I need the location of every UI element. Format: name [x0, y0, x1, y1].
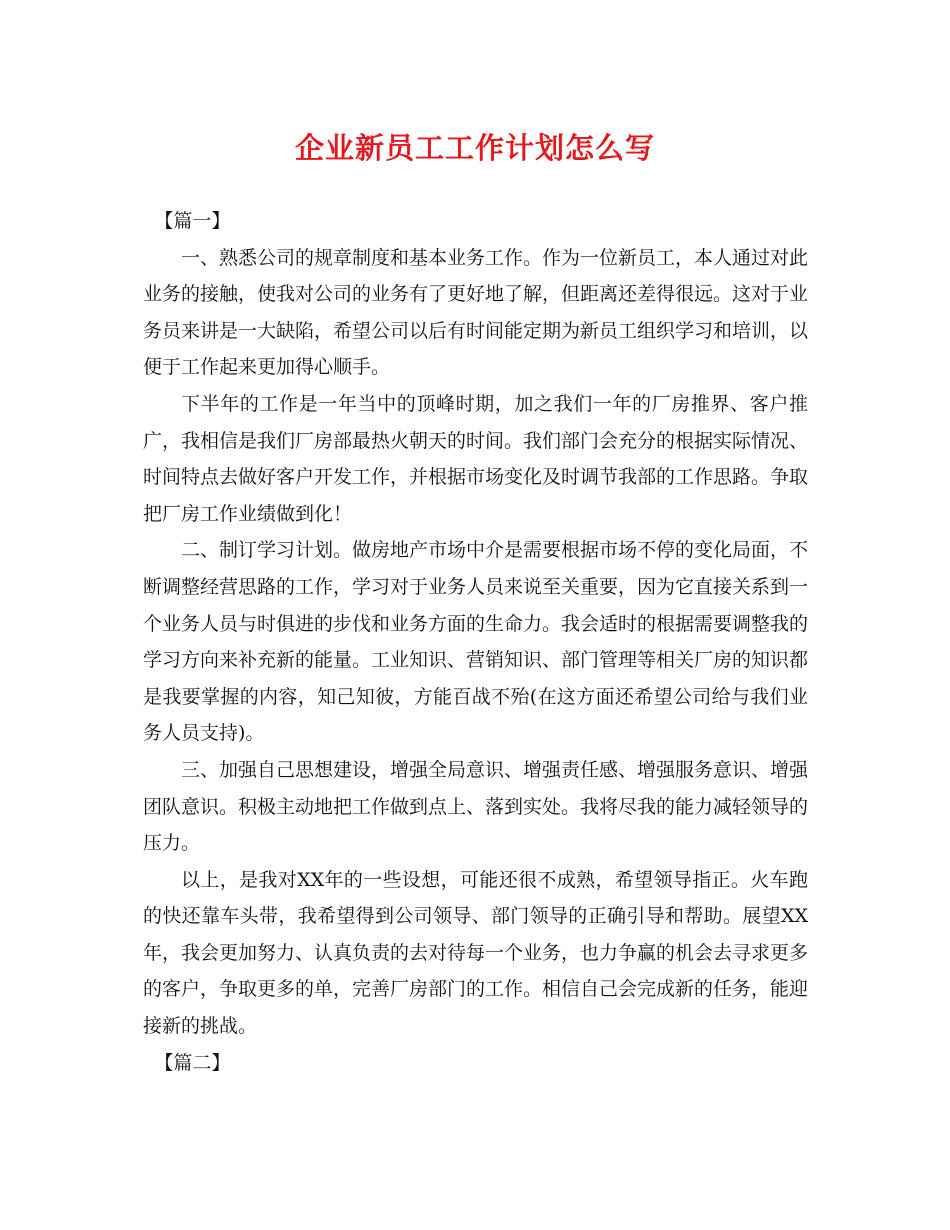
- document-title: 企业新员工工作计划怎么写: [294, 131, 655, 165]
- paragraph-1: 一、熟悉公司的规章制度和基本业务工作。作为一位新员工，本人通过对此业务的接触，使我对公司的业务有了更好地了解，但距离还差得很远。这对于业务员来讲是一大缺陷，希望公司以后有时间能定期为新员工组织学习和培训，以便于工作起来更加得心顺手。: [143, 246, 809, 379]
- document-body: [143, 203, 808, 1081]
- paragraph-3: 二、制订学习计划。做房地产市场中介是需要根据市场不停的变化局面，不断调整经营思路的工作，学习对于业务人员来说至关重要，因为它直接关系到一个业务人员与时俱进的步伐和业务方面的生命力。我会适时的根据需要调整我的学习方向来补充新的能量。工业知识、营销知识、部门管理等相关厂房的知识都是我要掌握的内容，知己知彼，方能百战不殆(在这方面还希望公司给与我们业务人员支持)。: [143, 539, 809, 745]
- paragraph-2: 下半年的工作是一年当中的顶峰时期，加之我们一年的厂房推界、客户推广，我相信是我们厂房部最热火朝天的时间。我们部门会充分的根据实际情况、时间特点去做好客户开发工作，并根据市场变化及时调节我部的工作思路。争取把厂房工作业绩做到化！: [143, 392, 809, 525]
- paragraph-5: 以上，是我对XX年的一些设想，可能还很不成熟，希望领导指正。火车跑的快还靠车头带，我希望得到公司领导、部门领导的正确引导和帮助。展望XX年，我会更加努力、认真负责的去对待每一个业务，也力争赢的机会去寻求更多的客户，争取更多的单，完善厂房部门的工作。相信自己会完成新的任务，能迎接新的挑战。: [143, 868, 809, 1038]
- section-heading-2: 【篇二】: [154, 1051, 231, 1074]
- paragraph-4: 三、加强自己思想建设，增强全局意识、增强责任感、增强服务意识、增强团队意识。积极主动地把工作做到点上、落到实处。我将尽我的能力减轻领导的压力。: [143, 758, 809, 855]
- section-heading-1: 【篇一】: [154, 210, 231, 232]
